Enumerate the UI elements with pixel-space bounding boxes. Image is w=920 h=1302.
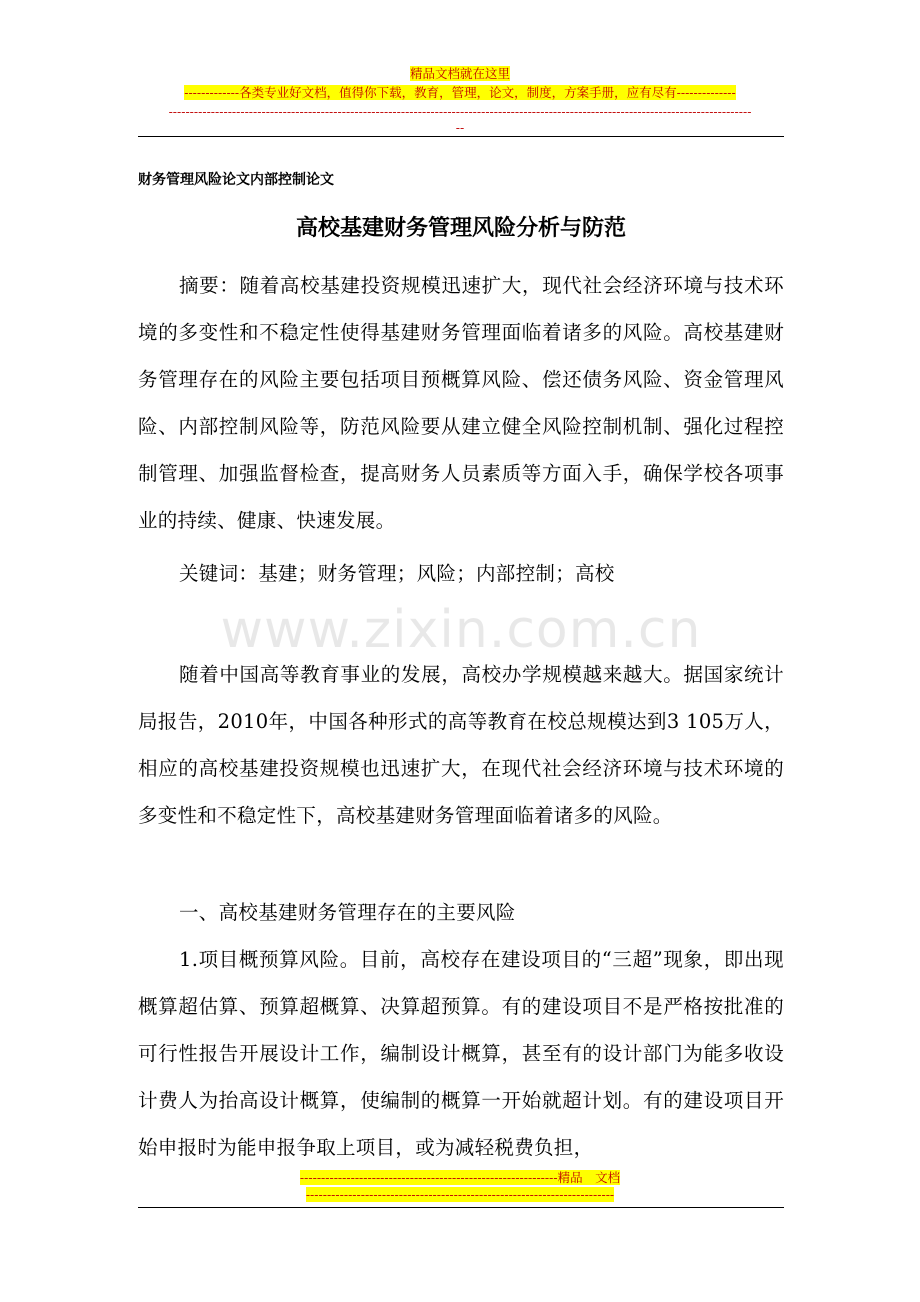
header-dashes-end: --: [455, 120, 465, 135]
header-tagline: 精品文档就在这里: [409, 66, 510, 81]
document-subject: 财务管理风险论文内部控制论文: [138, 172, 334, 188]
abstract-paragraph: 摘要：随着高校基建投资规模迅速扩大，现代社会经济环境与技术环境的多变性和不稳定性使得基建财务管理面临着诸多的风险。高校基建财务管理存在的风险主要包括项目预概算风险、偿还债务风险、资金管理风险、内部控制风险等，防范风险要从建立健全风险控制机制、强化过程控制管理、加强监督检查，提高财务人员素质等方面入手，确保学校各项事业的持续、健康、快速发展。: [138, 274, 784, 532]
site-watermark: www.zixin.com.cn: [220, 600, 702, 660]
footer-line-2: [0, 1187, 920, 1203]
header-dashes: ------------------------------------------------------------------------------------------------------------------------------------------: [168, 104, 752, 119]
header-description: -------------各类专业好文档，值得你下载，教育，管理，论文，制度，方案手册，应有尽有--------------: [184, 85, 736, 100]
footer-divider: [138, 1207, 784, 1208]
page-header: [0, 0, 920, 140]
footer-label: -------------------------------------------------------------精品 文档: [299, 1170, 621, 1185]
keywords-paragraph: 关键词：基建；财务管理；风险；内部控制；高校: [179, 562, 615, 585]
header-line-1: [0, 66, 920, 82]
intro-paragraph: 随着中国高等教育事业的发展，高校办学规模越来越大。据国家统计局报告，2010年，中国各种形式的高等教育在校总规模达到3 105万人，相应的高校基建投资规模也迅速扩大，在现代社会经济环境与技术环境的多变性和不稳定性下，高校基建财务管理面临着诸多的风险。: [138, 663, 784, 827]
section-heading: 一、高校基建财务管理存在的主要风险: [179, 901, 516, 924]
section-paragraph: 1.项目概预算风险。目前，高校存在建设项目的“三超”现象，即出现概算超估算、预算超概算、决算超预算。有的建设项目不是严格按批准的可行性报告开展设计工作，编制设计概算，甚至有的设计部门为能多收设计费人为抬高设计概算，使编制的概算一开始就超计划。有的建设项目开始申报时为能申报争取上项目，或为减轻税费负担，: [138, 948, 784, 1159]
header-dash-line: [0, 104, 920, 120]
footer-line-1: [0, 1170, 920, 1186]
header-divider: [138, 136, 784, 137]
header-dash-line-end: [0, 120, 920, 136]
footer-dashes: -------------------------------------------------------------------------: [305, 1187, 615, 1202]
document-title: 高校基建财务管理风险分析与防范: [295, 215, 626, 241]
header-line-2: [0, 85, 920, 101]
